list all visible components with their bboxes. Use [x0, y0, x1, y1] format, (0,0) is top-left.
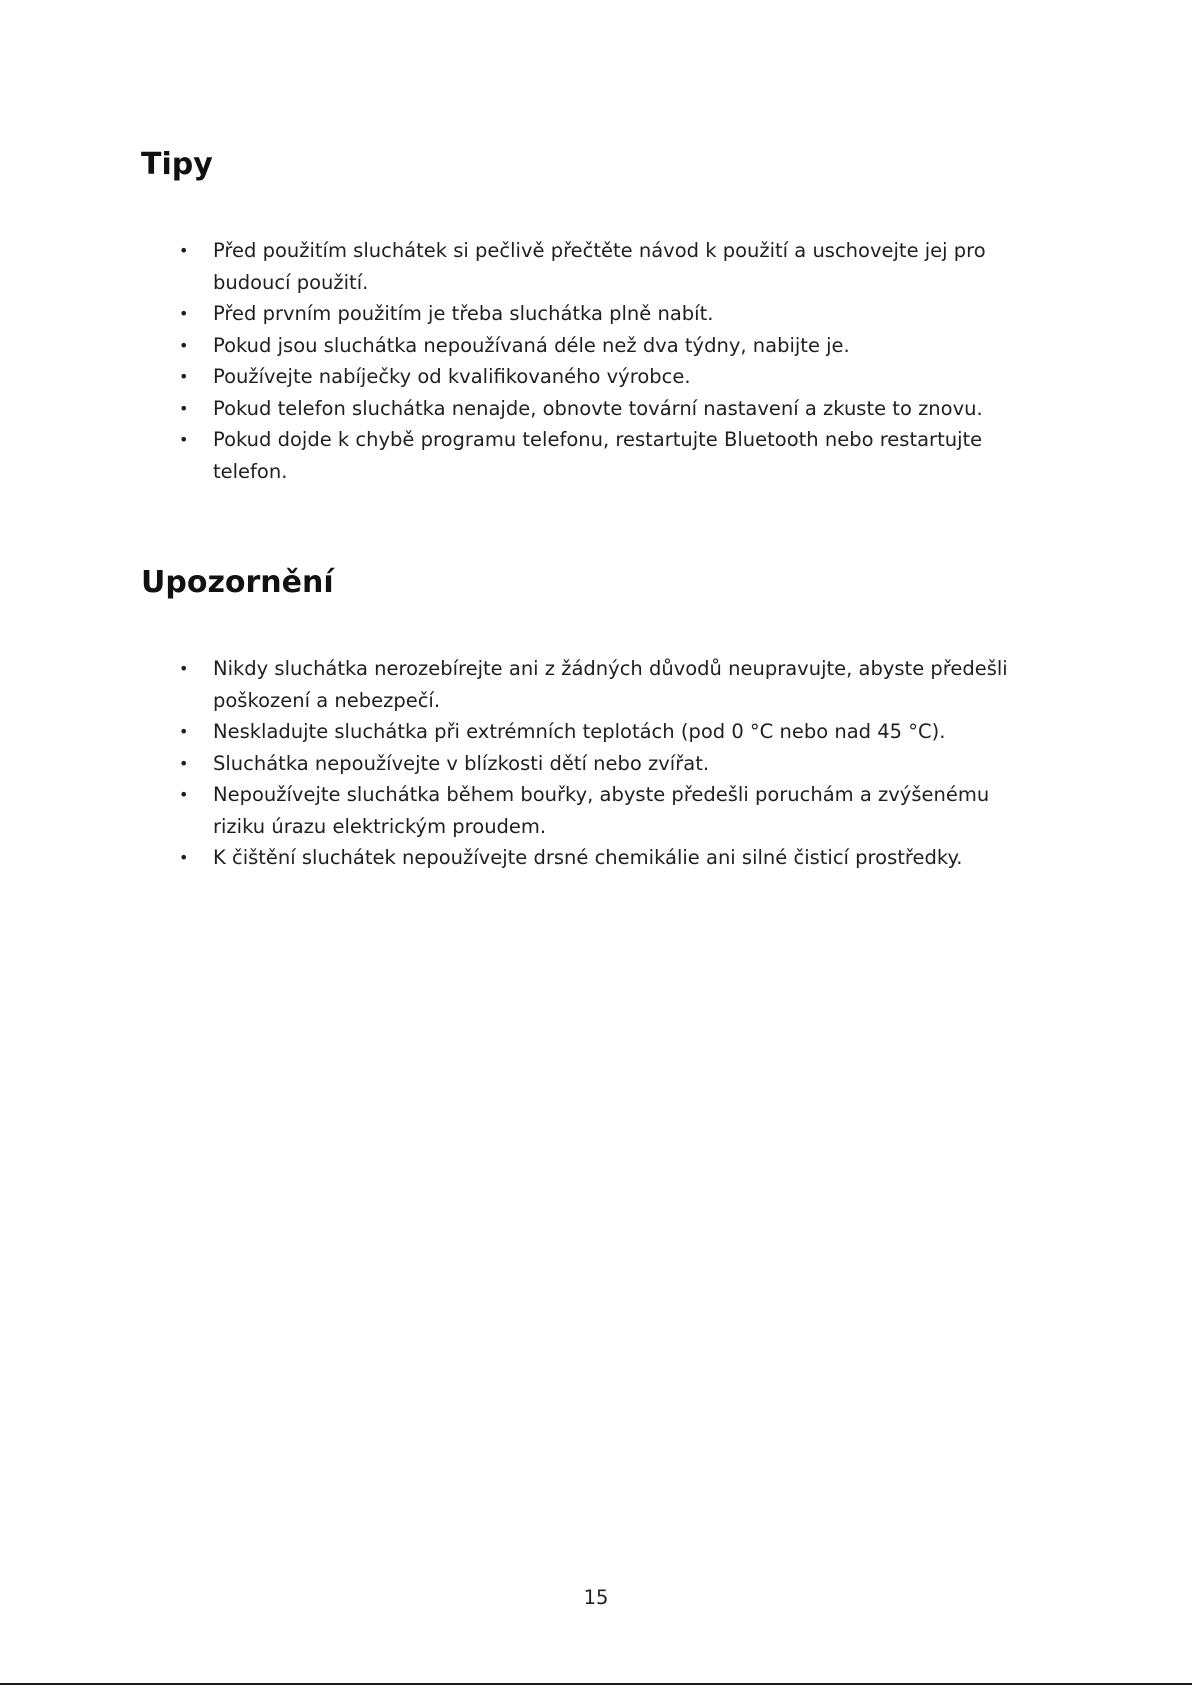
list-item: [0, 424, 1192, 487]
bullet-icon: •: [179, 398, 189, 418]
warnings-list: [0, 653, 1192, 874]
list-item-text: Pokud dojde k chybě programu telefonu, restartujte Bluetooth nebo restartujte telefon.: [213, 428, 983, 483]
list-item-text: Neskladujte sluchátka při extrémních teplotách (pod 0 °C nebo nad 45 °C).: [213, 720, 946, 743]
list-item: [0, 653, 1192, 716]
list-item-text: Sluchátka nepoužívejte v blízkosti dětí nebo zvířat.: [213, 751, 710, 775]
tips-list: [0, 235, 1192, 487]
list-item: [0, 393, 1192, 425]
bullet-icon: •: [179, 785, 189, 804]
list-item-text: Nikdy sluchátka nerozebírejte ani z žádných důvodů neupravujte, abyste předešli poškození a nebezpečí.: [213, 657, 1008, 712]
bullet-icon: •: [179, 848, 189, 867]
page-number: 15: [583, 1586, 609, 1609]
bullet-icon: •: [179, 430, 189, 449]
list-item: [0, 779, 1192, 842]
list-item: [0, 716, 1192, 748]
list-item: [0, 298, 1192, 330]
bullet-icon: •: [179, 335, 189, 355]
list-item: [0, 361, 1192, 393]
list-item: [0, 235, 1192, 298]
bullet-icon: •: [179, 753, 189, 773]
list-item: [0, 330, 1192, 362]
list-item-text: Pokud jsou sluchátka nepoužívaná déle než dva týdny, nabijte je.: [213, 333, 850, 357]
list-item-text: Používejte nabíječky od kvalifikovaného výrobce.: [213, 365, 691, 388]
section-heading-tipy: Tipy: [141, 147, 213, 182]
bullet-icon: •: [179, 722, 189, 741]
list-item: [0, 748, 1192, 780]
list-item-text: Před použitím sluchátek si pečlivě přečtěte návod k použití a uschovejte jej pro budoucí použití.: [213, 239, 986, 294]
list-item-text: K čištění sluchátek nepoužívejte drsné chemikálie ani silné čisticí prostředky.: [213, 846, 963, 869]
list-item: [0, 842, 1192, 874]
list-item-text: Pokud telefon sluchátka nenajde, obnovte tovární nastavení a zkuste to znovu.: [213, 396, 983, 420]
section-heading-upozorneni: Upozornění: [141, 565, 334, 600]
bullet-icon: •: [179, 367, 189, 386]
bullet-icon: •: [179, 304, 189, 323]
list-item-text: Nepoužívejte sluchátka během bouřky, abyste předešli poruchám a zvýšenému riziku úrazu elektrickým proudem.: [213, 783, 990, 838]
bullet-icon: •: [179, 241, 189, 260]
bullet-icon: •: [179, 659, 189, 678]
list-item-text: Před prvním použitím je třeba sluchátka plně nabít.: [213, 302, 714, 325]
